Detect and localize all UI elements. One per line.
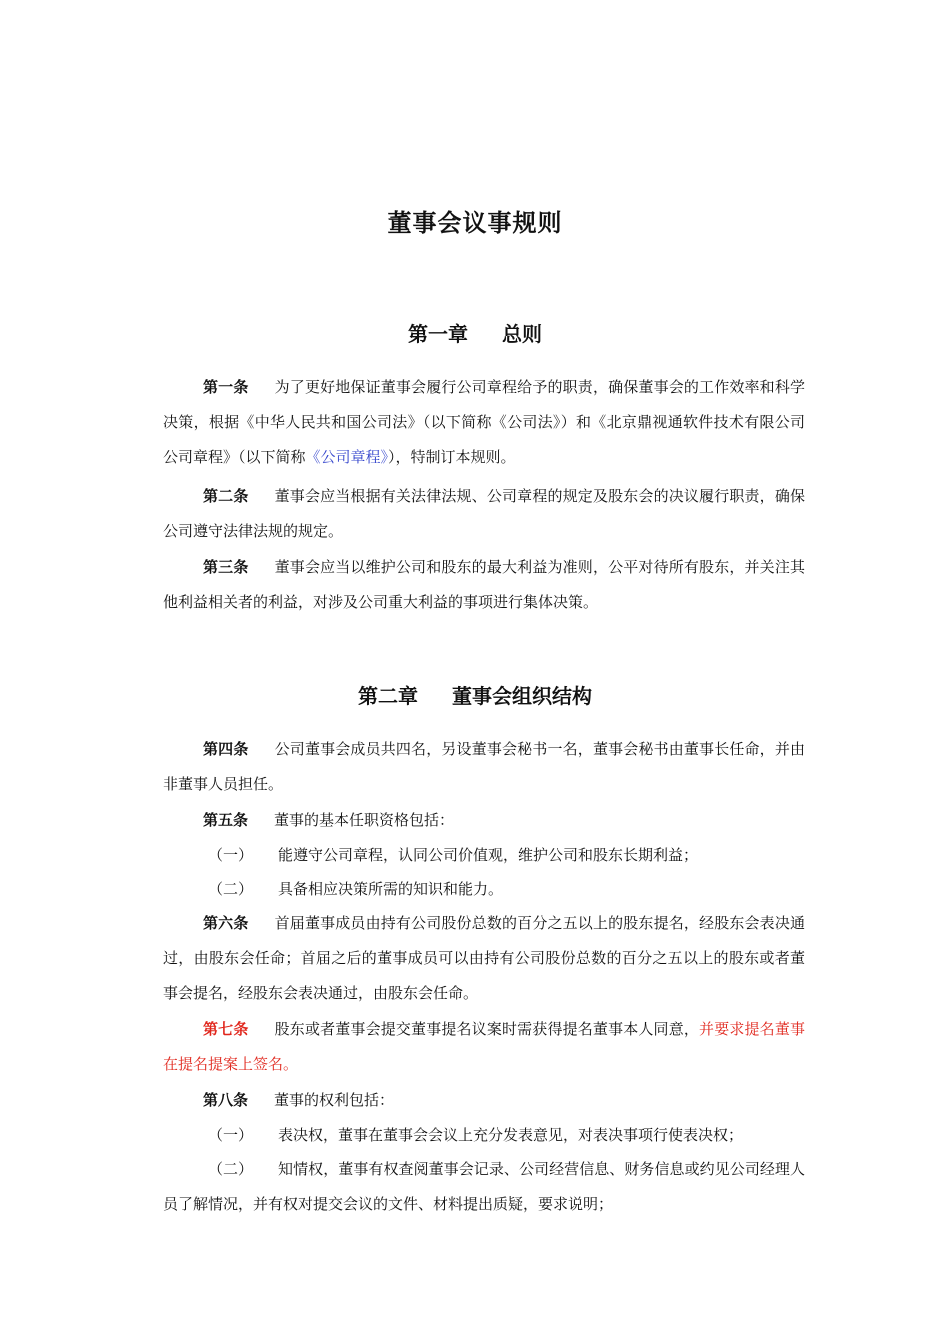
document-title: 董事会议事规则 [387, 209, 563, 237]
article-8-item-text: 表决权，董事在董事会会议上充分发表意见，对表决事项行使表决权； [278, 1126, 744, 1144]
article-4 [163, 732, 805, 802]
article-5-text: 董事的基本任职资格包括： [274, 811, 455, 829]
article-1 [163, 370, 805, 475]
article-2-text: 董事会应当根据有关法律法规、公司章程的规定及股东会的决议履行职责，确保公司遵守法律法规的规定。 [163, 487, 805, 540]
article-5-item [163, 872, 805, 907]
chapter-1-name: 总则 [502, 322, 542, 346]
article-6 [163, 906, 805, 1011]
chapter-2-heading [0, 680, 950, 709]
article-4-label: 第四条 [203, 740, 249, 758]
article-3-label: 第三条 [203, 558, 249, 576]
article-1-label: 第一条 [203, 378, 249, 396]
article-7-label: 第七条 [203, 1020, 249, 1038]
article-5-item [163, 838, 805, 873]
article-8-item [163, 1152, 805, 1222]
chapter-2-label: 第二章 [358, 684, 418, 708]
article-6-label: 第六条 [203, 914, 249, 932]
article-6-text: 首届董事成员由持有公司股份总数的百分之五以上的股东提名，经股东会表决通过，由股东会任命；首届之后的董事成员可以由持有公司股份总数的百分之五以上的股东或者董事会提名，经股东会表决通过，由股东会任命。 [163, 914, 805, 1002]
article-3-text: 董事会应当以维护公司和股东的最大利益为准则，公平对待所有股东，并关注其他利益相关者的利益，对涉及公司重大利益的事项进行集体决策。 [163, 558, 805, 611]
article-3 [163, 550, 805, 620]
article-8-label: 第八条 [203, 1091, 249, 1109]
article-5 [163, 803, 805, 838]
article-8-item-number: （二） [208, 1160, 254, 1178]
chapter-1-label: 第一章 [408, 322, 468, 346]
article-5-item-number: （二） [208, 880, 254, 898]
article-8-item-number: （一） [208, 1126, 254, 1144]
article-1-link: 《公司章程》 [305, 448, 389, 466]
article-7 [163, 1012, 805, 1082]
article-1-text: 为了更好地保证董事会履行公司章程给予的职责，确保董事会的工作效率和科学决策，根据《中华人民共和国公司法》（以下简称《公司法》）和《北京鼎视通软件技术有限公司公司章程》（以下简称 [163, 378, 805, 466]
article-5-item-number: （一） [208, 846, 254, 864]
article-2 [163, 479, 805, 549]
article-7-highlight: 并要求提名董事在提名提案上签名。 [163, 1020, 805, 1073]
article-2-label: 第二条 [203, 487, 249, 505]
article-7-text: 股东或者董事会提交董事提名议案时需获得提名董事本人同意， [274, 1020, 700, 1038]
article-5-item-text: 能遵守公司章程，认同公司价值观，维护公司和股东长期利益； [278, 846, 699, 864]
article-5-item-text: 具备相应决策所需的知识和能力。 [278, 880, 504, 898]
article-4-text: 公司董事会成员共四名，另设董事会秘书一名，董事会秘书由董事长任命，并由非董事人员担任。 [163, 740, 805, 793]
article-8-item [163, 1118, 805, 1153]
article-5-label: 第五条 [203, 811, 249, 829]
article-8-item-text: 知情权，董事有权查阅董事会记录、公司经营信息、财务信息或约见公司经理人员了解情况，并有权对提交会议的文件、材料提出质疑，要求说明； [163, 1160, 805, 1213]
article-8-text: 董事的权利包括： [274, 1091, 395, 1109]
chapter-1-heading [0, 318, 950, 347]
article-1-text-end: ），特制订本规则。 [388, 448, 516, 466]
article-8 [163, 1083, 805, 1118]
chapter-2-name: 董事会组织结构 [452, 684, 592, 708]
